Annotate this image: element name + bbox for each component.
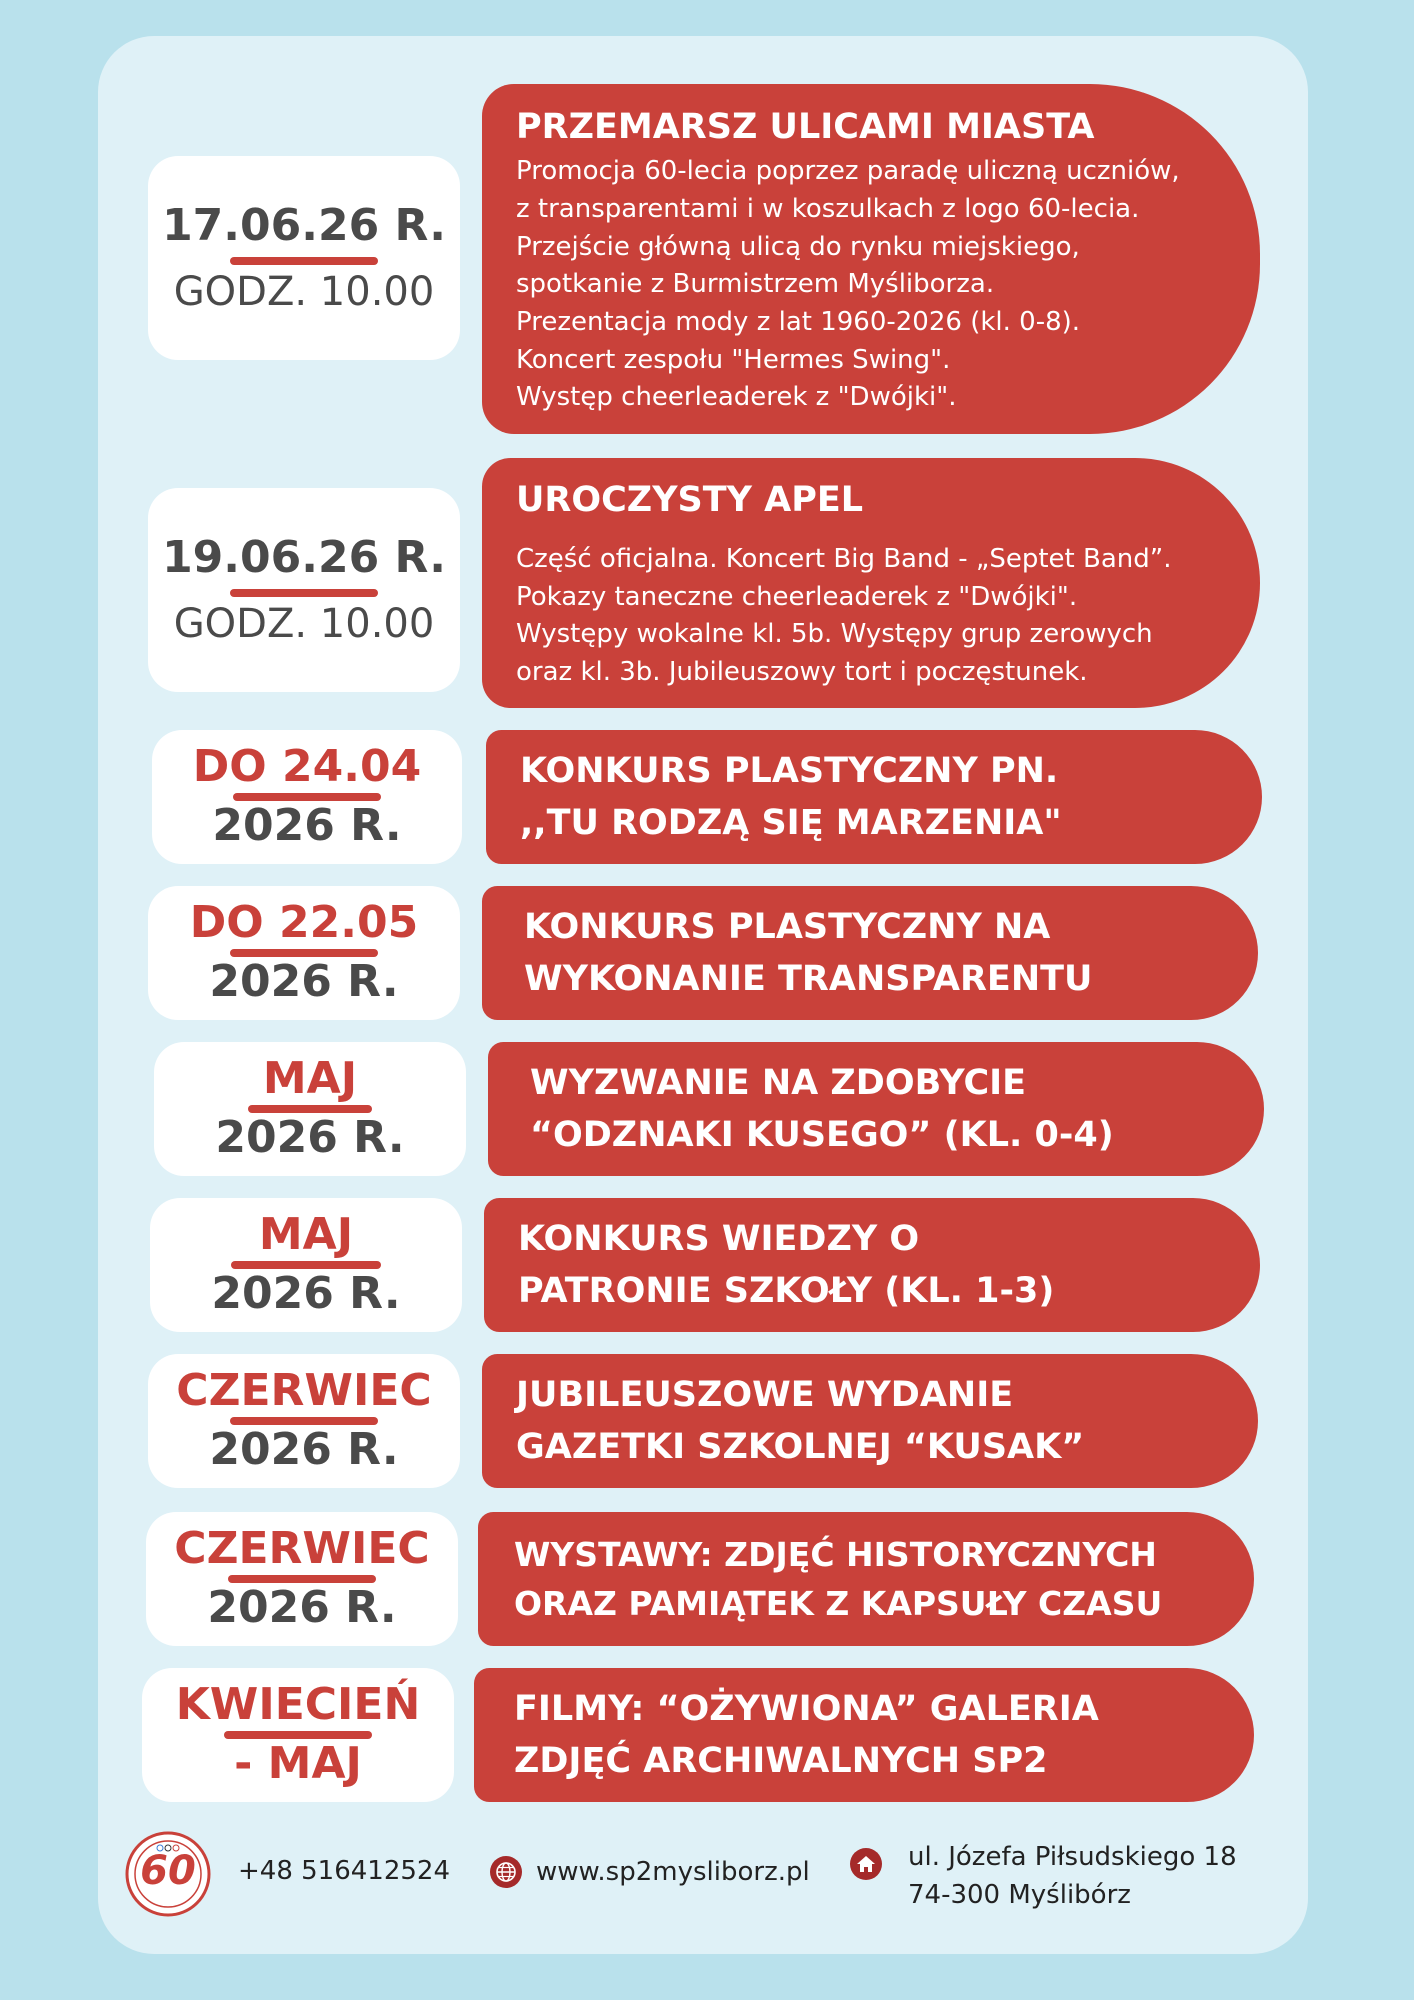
event-title-line: GAZETKI SZKOLNEJ “KUSAK” <box>516 1427 1085 1467</box>
event-year: 2026 R. <box>209 956 399 1007</box>
event-date: CZERWIEC <box>176 1365 432 1417</box>
event-date-card <box>154 1042 466 1176</box>
event-date-card <box>148 886 460 1020</box>
event-card <box>482 1354 1258 1488</box>
event-card <box>486 730 1262 864</box>
phone-number[interactable]: +48 516412524 <box>238 1856 451 1886</box>
event-date-card <box>152 730 462 864</box>
event-date: MAJ <box>262 1053 358 1105</box>
event-card <box>484 1198 1260 1332</box>
event-date: 17.06.26 R. <box>162 199 446 251</box>
event-description-line: Pokazy taneczne cheerleaderek z "Dwójki". <box>516 581 1078 612</box>
footer <box>0 1830 1414 1920</box>
address-contact <box>850 1838 1237 1914</box>
event-year: 2026 R. <box>207 1582 397 1633</box>
address-street: ul. Józefa Piłsudskiego 18 <box>908 1842 1237 1872</box>
event-title-line: KONKURS WIEDZY O <box>518 1218 920 1259</box>
event-description-line: z transparentami i w koszulkach z logo 60-lecia. <box>516 194 1140 225</box>
event-description-line: Przejście główną ulicą do rynku miejskiego, <box>516 231 1080 262</box>
website-contact <box>490 1856 810 1888</box>
globe-icon <box>490 1856 522 1888</box>
event-date-card <box>148 488 460 692</box>
website-link[interactable]: www.sp2mysliborz.pl <box>536 1857 810 1887</box>
event-year: 2026 R. <box>209 1424 399 1475</box>
event-title-line: WYSTAWY: ZDJĘĆ HISTORYCZNYCH <box>514 1534 1157 1574</box>
event-card <box>474 1668 1254 1802</box>
home-icon <box>850 1848 882 1880</box>
event-title-line: JUBILEUSZOWE WYDANIE <box>516 1374 1014 1415</box>
event-year: 2026 R. <box>211 1268 401 1319</box>
event-title-line: ZDJĘĆ ARCHIWALNYCH SP2 <box>514 1741 1048 1781</box>
event-card <box>482 84 1260 434</box>
event-title: PRZEMARSZ ULICAMI MIASTA <box>516 106 1095 147</box>
event-date: DO 22.05 <box>189 897 419 949</box>
event-title-line: ORAZ PAMIĄTEK Z KAPSUŁY CZASU <box>514 1584 1163 1623</box>
event-date-card <box>146 1512 458 1646</box>
event-title-line: KONKURS PLASTYCZNY PN. <box>520 750 1059 791</box>
event-title: UROCZYSTY APEL <box>516 480 864 521</box>
event-date-end: - MAJ <box>234 1738 362 1789</box>
event-description-line: oraz kl. 3b. Jubileuszowy tort i poczęstunek. <box>516 656 1088 687</box>
event-card <box>488 1042 1264 1176</box>
event-title-line: “ODZNAKI KUSEGO” (KL. 0-4) <box>530 1115 1114 1155</box>
event-title-line: PATRONIE SZKOŁY (KL. 1-3) <box>518 1271 1055 1311</box>
event-card <box>478 1512 1254 1646</box>
event-date: KWIECIEŃ <box>175 1679 421 1731</box>
event-title-line: WYKONANIE TRANSPARENTU <box>524 959 1093 999</box>
event-title-line: WYZWANIE NA ZDOBYCIE <box>530 1062 1027 1103</box>
event-time: GODZ. 10.00 <box>173 269 435 316</box>
event-date-card <box>150 1198 462 1332</box>
event-card <box>482 886 1258 1020</box>
event-date-card <box>142 1668 454 1802</box>
school-logo <box>124 1830 212 1918</box>
event-date-card <box>148 1354 460 1488</box>
event-date: 19.06.26 R. <box>162 531 446 583</box>
event-date: CZERWIEC <box>174 1523 430 1575</box>
event-description-line: Występy wokalne kl. 5b. Występy grup zerowych <box>516 619 1153 650</box>
event-date: MAJ <box>258 1209 354 1261</box>
event-year: 2026 R. <box>212 800 402 851</box>
event-time: GODZ. 10.00 <box>173 601 435 648</box>
event-title-line: KONKURS PLASTYCZNY NA <box>524 906 1051 947</box>
event-description-line: spotkanie z Burmistrzem Myśliborza. <box>516 269 995 300</box>
logo-number: 60 <box>140 1848 196 1894</box>
address-city: 74-300 Myślibórz <box>908 1880 1131 1910</box>
event-description-line: Występ cheerleaderek z "Dwójki". <box>516 382 957 413</box>
phone-contact <box>238 1856 450 1886</box>
event-card <box>482 458 1260 708</box>
event-description-line: Koncert zespołu "Hermes Swing". <box>516 344 951 375</box>
event-description-line: Część oficjalna. Koncert Big Band - „Septet Band”. <box>516 543 1172 574</box>
date-divider <box>230 257 378 265</box>
event-title-line: ,,TU RODZĄ SIĘ MARZENIA" <box>520 803 1062 843</box>
event-title-line: FILMY: “OŻYWIONA” GALERIA <box>514 1688 1099 1729</box>
event-description-line: Prezentacja mody z lat 1960-2026 (kl. 0-8). <box>516 307 1081 338</box>
event-description-line: Promocja 60-lecia poprzez paradę uliczną uczniów, <box>516 156 1180 187</box>
date-divider <box>230 589 378 597</box>
event-year: 2026 R. <box>215 1112 405 1163</box>
event-date: DO 24.04 <box>192 741 422 793</box>
event-date-card <box>148 156 460 360</box>
